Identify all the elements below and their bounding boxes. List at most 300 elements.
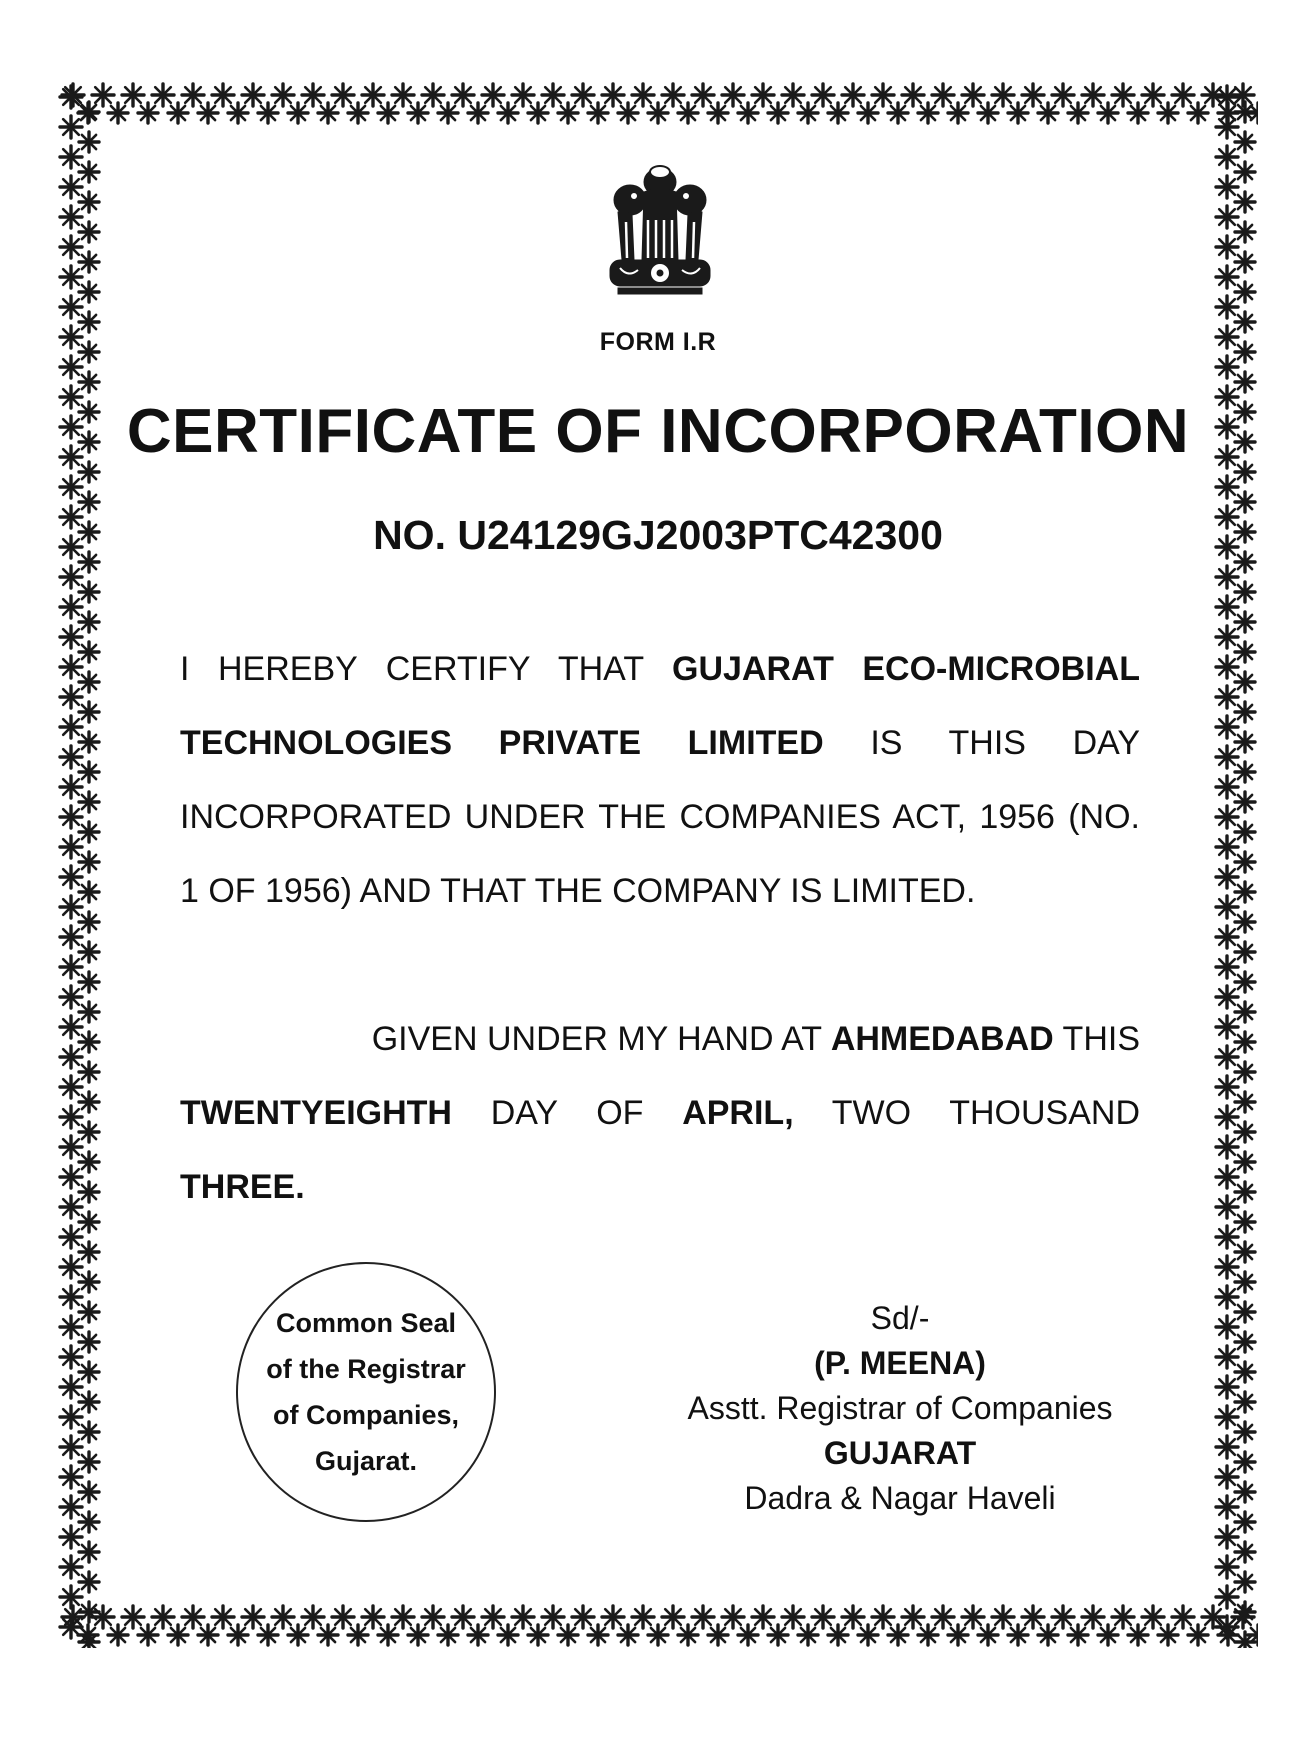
border-motif [258,1625,278,1645]
month-text: APRIL, [682,1094,794,1132]
border-motif [602,84,624,106]
border-motif [738,103,758,123]
border-motif [60,1526,82,1548]
border-motif [79,1182,99,1202]
border-motif [1235,1152,1255,1172]
border-motif [1216,176,1238,198]
border-motif [1216,1376,1238,1398]
border-motif [1158,1625,1178,1645]
border-motif [1216,926,1238,948]
border-motif [1235,912,1255,932]
border-motif [79,162,99,182]
border-motif [932,1606,954,1628]
border-motif [1216,146,1238,168]
border-motif [108,1625,128,1645]
border-motif [79,882,99,902]
border-motif [1216,956,1238,978]
border-motif [1216,656,1238,678]
border-motif [1235,1092,1255,1112]
certify-line-1: I HEREBY CERTIFY THAT GUJARAT ECO-MICROBIAL [180,650,1141,688]
border-motif [888,103,908,123]
border-motif [60,1226,82,1248]
border-motif [738,1625,758,1645]
border-motif [1235,102,1255,122]
border-motif [1235,1332,1255,1352]
border-motif [452,1606,474,1628]
border-motif [392,1606,414,1628]
border-motif [438,1625,458,1645]
place-name: AHMEDABAD [830,1020,1054,1058]
border-motif [408,103,428,123]
border-motif [60,776,82,798]
border-motif [79,762,99,782]
border-motif [1188,103,1208,123]
border-motif [1172,1606,1194,1628]
decorative-border-left [58,82,102,1648]
border-motif [60,1106,82,1128]
border-motif [122,1606,144,1628]
border-motif [678,103,698,123]
border-motif [918,103,938,123]
border-motif [1052,84,1074,106]
border-motif [168,1625,188,1645]
border-motif [842,1606,864,1628]
border-motif [1235,762,1255,782]
border-motif [1235,582,1255,602]
border-motif [1235,882,1255,902]
border-motif [242,84,264,106]
border-motif [79,1332,99,1352]
border-motif [992,1606,1014,1628]
certificate-number: NO. U24129GJ2003PTC42300 [373,512,943,558]
border-motif [60,806,82,828]
border-motif [60,356,82,378]
border-motif [1235,1032,1255,1052]
border-motif [79,642,99,662]
border-motif [79,1122,99,1142]
border-motif [1216,866,1238,888]
border-motif [1235,1182,1255,1202]
border-motif [60,1466,82,1488]
border-motif [1235,1062,1255,1082]
border-motif [79,102,99,122]
border-motif [79,1272,99,1292]
border-motif [79,1152,99,1172]
border-motif [1142,84,1164,106]
signatory-designation: Asstt. Registrar of Companies [687,1390,1113,1426]
border-motif [1235,792,1255,812]
border-motif [212,1606,234,1628]
border-motif [812,84,834,106]
border-motif [1216,296,1238,318]
border-motif [60,956,82,978]
border-motif [182,84,204,106]
border-motif [1235,282,1255,302]
border-motif [1235,372,1255,392]
border-motif [272,1606,294,1628]
border-motif [1235,1302,1255,1322]
border-motif [708,103,728,123]
border-motif [1235,1272,1255,1292]
border-motif [60,116,82,138]
border-motif [60,1406,82,1428]
common-seal [236,1262,496,1522]
border-motif [662,1606,684,1628]
border-motif [632,84,654,106]
border-motif [348,103,368,123]
border-motif [1188,1625,1208,1645]
border-motif [60,866,82,888]
border-motif [60,1556,82,1578]
border-motif [782,1606,804,1628]
border-motif [198,103,218,123]
border-motif [1052,1606,1074,1628]
seal-line-4: Gujarat. [314,1446,418,1476]
border-motif [60,1166,82,1188]
border-motif [60,926,82,948]
border-motif [60,296,82,318]
border-motif [79,372,99,392]
border-motif [468,103,488,123]
border-motif [708,1625,728,1645]
border-motif [198,1625,218,1645]
border-motif [60,1136,82,1158]
border-motif [152,1606,174,1628]
page-title: CERTIFICATE OF INCORPORATION [126,397,1190,466]
company-name-part1: GUJARAT ECO-MICROBIAL [672,650,1141,688]
border-motif [1216,1016,1238,1038]
border-motif [1216,1406,1238,1428]
border-motif [79,192,99,212]
border-motif [60,1046,82,1068]
border-motif [60,656,82,678]
border-motif [60,1256,82,1278]
border-motif [1216,1556,1238,1578]
border-motif [1235,1242,1255,1262]
border-motif [79,822,99,842]
border-motif [79,1422,99,1442]
border-motif [1038,103,1058,123]
border-motif [348,1625,368,1645]
border-motif [228,103,248,123]
border-motif [1235,612,1255,632]
border-motif [1082,1606,1104,1628]
border-motif [79,1572,99,1592]
certify-line-4: 1 OF 1956) AND THAT THE COMPANY IS LIMITED. [180,872,976,910]
border-motif [60,1586,82,1608]
border-motif [978,103,998,123]
border-motif [242,1606,264,1628]
border-motif [332,1606,354,1628]
border-motif [858,103,878,123]
border-motif [1235,1002,1255,1022]
border-motif [1216,1136,1238,1158]
border-motif [60,686,82,708]
border-motif [1216,896,1238,918]
border-motif [888,1625,908,1645]
border-motif [79,1512,99,1532]
border-motif [228,1625,248,1645]
border-motif [1216,986,1238,1008]
border-motif [1235,822,1255,842]
border-motif [648,103,668,123]
border-motif [60,236,82,258]
border-motif [648,1625,668,1645]
border-motif [1216,1256,1238,1278]
border-motif [1235,672,1255,692]
border-motif [122,84,144,106]
border-motif [258,103,278,123]
border-motif [1216,1196,1238,1218]
border-motif [302,84,324,106]
border-motif [79,1362,99,1382]
border-motif [1235,192,1255,212]
border-motif [1082,84,1104,106]
border-motif [812,1606,834,1628]
border-motif [1235,1602,1255,1622]
border-motif [1098,103,1118,123]
border-motif [1216,266,1238,288]
given-line-3 [180,1168,1140,1242]
border-motif [618,1625,638,1645]
border-motif [1216,806,1238,828]
border-motif [392,84,414,106]
border-motif [79,942,99,962]
border-motif [1235,1392,1255,1412]
certify-line-3: INCORPORATED UNDER THE COMPANIES ACT, 1956 (NO. [180,798,1140,836]
border-motif [422,84,444,106]
border-motif [1216,626,1238,648]
border-motif [79,1002,99,1022]
border-motif [798,103,818,123]
border-motif [212,84,234,106]
national-emblem-icon [604,160,716,310]
border-motif [60,86,82,108]
border-motif [1038,1625,1058,1645]
border-motif [572,84,594,106]
border-motif [1216,1046,1238,1068]
border-motif [288,1625,308,1645]
border-motif [138,1625,158,1645]
border-motif [618,103,638,123]
border-motif [152,84,174,106]
border-motif [1216,686,1238,708]
border-motif [1235,702,1255,722]
border-motif [318,1625,338,1645]
border-motif [79,1092,99,1112]
border-motif [512,1606,534,1628]
border-motif [79,732,99,752]
signature-sd: Sd/- [870,1300,930,1336]
border-motif [798,1625,818,1645]
border-motif [632,1606,654,1628]
border-motif [512,84,534,106]
border-motif [1235,1632,1255,1648]
border-motif [79,1632,99,1648]
signature-block [640,1296,1160,1521]
border-motif [1216,236,1238,258]
border-motif [79,1212,99,1232]
border-motif [1235,162,1255,182]
border-motif [79,1602,99,1622]
border-motif [422,1606,444,1628]
border-motif [572,1606,594,1628]
border-motif [542,1606,564,1628]
border-motif [108,103,128,123]
border-motif [1216,716,1238,738]
border-motif [1235,1422,1255,1442]
signatory-territory: Dadra & Nagar Haveli [744,1480,1056,1516]
border-motif [902,1606,924,1628]
border-motif [722,1606,744,1628]
border-motif [1112,1606,1134,1628]
day-text: TWENTYEIGHTH [180,1094,452,1132]
certify-line-2: TECHNOLOGIES PRIVATE LIMITED IS THIS DAY [180,724,1141,762]
given-line-2: TWENTYEIGHTH DAY OF APRIL, TWO THOUSAND [180,1094,1140,1132]
border-motif [60,1076,82,1098]
border-motif [1235,942,1255,962]
border-motif [1216,1496,1238,1518]
border-motif [482,84,504,106]
border-motif [1216,1616,1238,1638]
border-motif [1008,1625,1028,1645]
border-motif [602,1606,624,1628]
border-motif [79,1392,99,1412]
border-motif [60,626,82,648]
border-motif [1216,1166,1238,1188]
border-motif [1216,1346,1238,1368]
border-motif [60,596,82,618]
border-motif [828,1625,848,1645]
border-motif [588,1625,608,1645]
border-motif [1216,1316,1238,1338]
seal-line-3: of Companies, [272,1400,460,1430]
border-motif [60,1376,82,1398]
border-motif [378,103,398,123]
border-motif [962,84,984,106]
border-motif [1235,1122,1255,1142]
border-motif [528,103,548,123]
border-motif [1216,566,1238,588]
border-motif [288,103,308,123]
border-motif [362,84,384,106]
border-motif [60,836,82,858]
border-motif [79,672,99,692]
border-motif [60,1436,82,1458]
border-motif [79,1242,99,1262]
border-motif [60,566,82,588]
border-motif [1216,1586,1238,1608]
signatory-name: (P. MEENA) [814,1345,986,1381]
border-motif [452,84,474,106]
border-motif [1235,1512,1255,1532]
border-motif [692,84,714,106]
border-motif [588,103,608,123]
border-motif [79,252,99,272]
border-motif [79,912,99,932]
given-line-1: GIVEN UNDER MY HAND AT AHMEDABAD THIS [371,1020,1140,1058]
border-motif [60,1346,82,1368]
border-motif [1216,746,1238,768]
border-motif [1098,1625,1118,1645]
border-motif [182,1606,204,1628]
border-motif [332,84,354,106]
form-label: FORM I.R [599,328,717,356]
border-motif [79,222,99,242]
border-motif [1112,84,1134,106]
border-motif [872,84,894,106]
decorative-border-right [1214,82,1258,1648]
certification-paragraph [180,650,1140,946]
border-motif [498,103,518,123]
border-motif [1235,1572,1255,1592]
border-motif [79,1032,99,1052]
border-motif [60,476,82,498]
border-motif [79,612,99,632]
border-motif [542,84,564,106]
border-motif [678,1625,698,1645]
border-motif [79,852,99,872]
border-motif [138,103,158,123]
border-motif [858,1625,878,1645]
border-motif [79,492,99,512]
border-motif [978,1625,998,1645]
border-motif [1158,103,1178,123]
border-motif [1216,1106,1238,1128]
border-motif [558,103,578,123]
border-motif [60,1286,82,1308]
decorative-border-bottom [58,1604,1258,1648]
border-motif [1128,103,1148,123]
border-motif [558,1625,578,1645]
border-motif [528,1625,548,1645]
border-motif [782,84,804,106]
border-motif [1235,1482,1255,1502]
border-motif [1068,1625,1088,1645]
border-motif [1022,84,1044,106]
border-motif [79,972,99,992]
border-motif [482,1606,504,1628]
border-motif [768,1625,788,1645]
border-motif [318,103,338,123]
border-motif [722,84,744,106]
year-end-text: THREE. [180,1168,305,1206]
border-motif [1068,103,1088,123]
border-motif [79,1062,99,1082]
border-motif [468,1625,488,1645]
border-motif [948,103,968,123]
border-motif [60,1496,82,1518]
company-name-part2: TECHNOLOGIES PRIVATE LIMITED [180,724,824,762]
border-motif [79,582,99,602]
border-motif [1235,252,1255,272]
border-motif [1216,1076,1238,1098]
border-motif [962,1606,984,1628]
border-motif [272,84,294,106]
border-motif [1216,596,1238,618]
border-motif [948,1625,968,1645]
border-motif [1172,84,1194,106]
border-motif [1022,1606,1044,1628]
border-motif [79,1302,99,1322]
border-motif [60,1616,82,1638]
border-motif [992,84,1014,106]
border-motif [79,702,99,722]
border-motif [1216,1526,1238,1548]
border-motif [902,84,924,106]
border-motif [60,1316,82,1338]
border-motif [60,896,82,918]
